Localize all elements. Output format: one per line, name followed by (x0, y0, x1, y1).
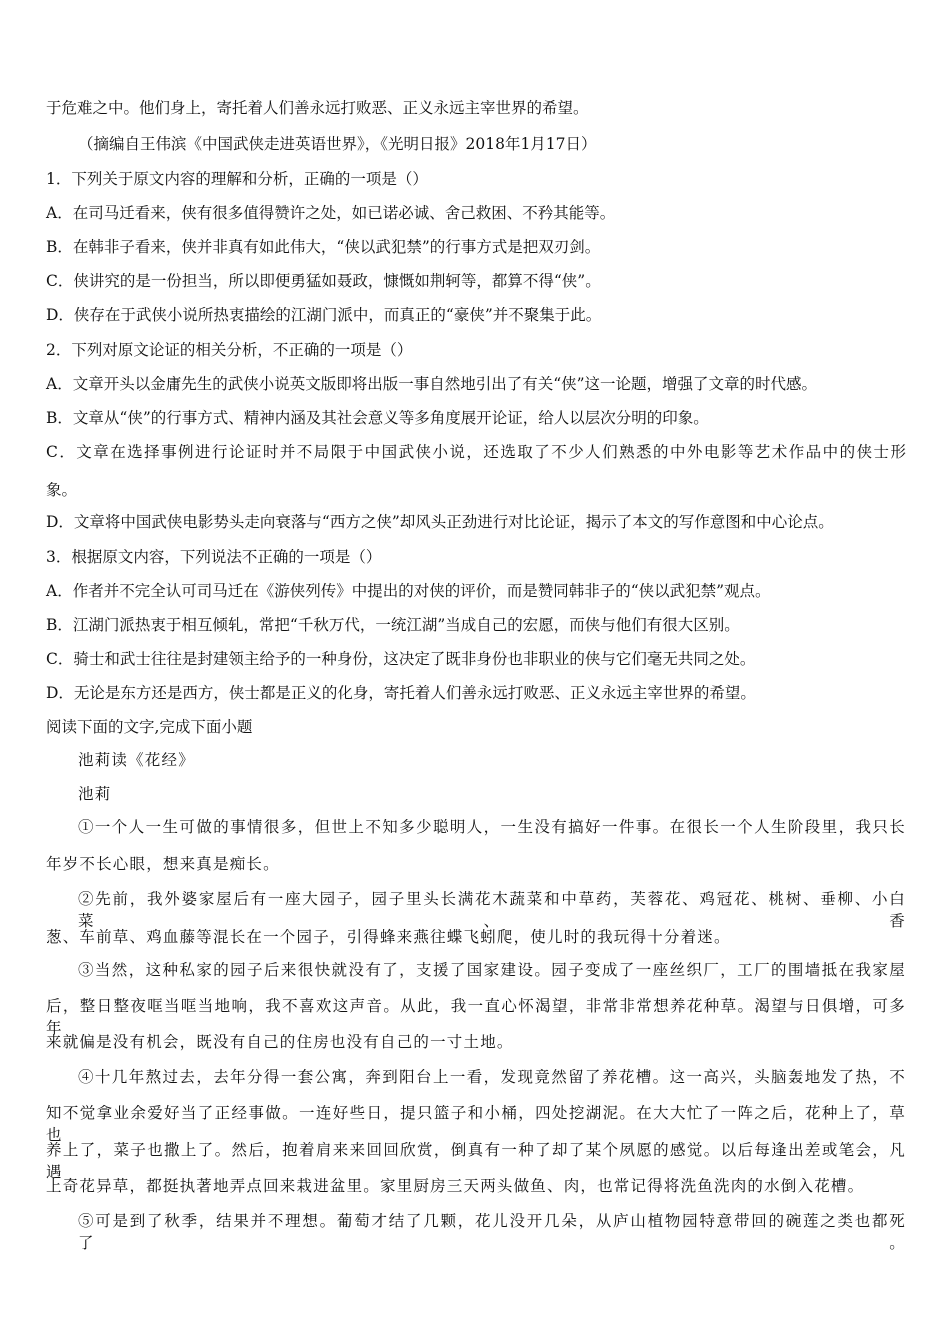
paragraph-line: 来就偏是没有机会，既没有自己的住房也没有自己的一寸土地。 (46, 1033, 514, 1051)
q1-option-c: C．侠讲究的是一份担当，所以即便勇猛如聂政，慷慨如荆轲等，都算不得“侠”。 (46, 272, 601, 290)
q1-option-b: B．在韩非子看来，侠并非真有如此伟大，“侠以武犯禁”的行事方式是把双刃剑。 (46, 238, 601, 256)
paragraph-line: 上奇花异草，都挺执著地弄点回来栽进盆里。家里厨房三天两头做鱼、肉，也常记得将洗鱼洗肉的水倒入花槽。 (46, 1177, 865, 1195)
paragraph-line: ②先前，我外婆家屋后有一座大园子，园子里头长满花木蔬菜和中草药，芙蓉花、鸡冠花、桃树、垂柳、小白菜、香 (78, 890, 906, 930)
source-citation: （摘编自王伟滨《中国武侠走进英语世界》，《光明日报》2018年1月17日） (78, 135, 597, 153)
q2-option-c: C．文章在选择事例进行论证时并不局限于中国武侠小说，还选取了不少人们熟悉的中外电影等艺术作品中的侠士形 (46, 443, 906, 461)
paragraph-line: ①一个人一生可做的事情很多，但世上不知多少聪明人，一生没有搞好一件事。在很长一个人生阶段里，我只长 (78, 818, 906, 836)
paragraph-line: ⑤可是到了秋季，结果并不理想。葡萄才结了几颗，花儿没开几朵，从庐山植物园特意带回的碗莲之类也都死了。 (78, 1212, 906, 1252)
q2-option-b: B．文章从“侠”的行事方式、精神内涵及其社会意义等多角度展开论证，给人以层次分明的印象。 (46, 409, 709, 427)
q1-option-d: D．侠存在于武侠小说所热衷描绘的江湖门派中，而真正的“豪侠”并不聚集于此。 (46, 306, 602, 324)
paragraph-line: 葱、车前草、鸡血藤等混长在一个园子，引得蜂来燕往蝶飞蚓爬，使儿时的我玩得十分着迷。 (46, 928, 731, 946)
q3-option-d: D．无论是东方还是西方，侠士都是正义的化身，寄托着人们善永远打败恶、正义永远主宰世界的希望。 (46, 684, 756, 702)
q3-option-c: C．骑士和武士往往是封建领主给予的一种身份，这决定了既非身份也非职业的侠与它们毫无共同之处。 (46, 650, 756, 668)
q2-option-d: D．文章将中国武侠电影势头走向衰落与“西方之侠”却风头正劲进行对比论证，揭示了本文的写作意图和中心论点。 (46, 513, 834, 531)
article-author: 池莉 (78, 785, 112, 803)
q1-option-a: A．在司马迁看来，侠有很多值得赞许之处，如已诺必诚、舍己救困、不矜其能等。 (46, 204, 616, 222)
q2-option-a: A．文章开头以金庸先生的武侠小说英文版即将出版一事自然地引出了有关“侠”这一论题，增强了文章的时代感。 (46, 375, 818, 393)
article-title: 池莉读《花经》 (78, 751, 195, 769)
question-3-stem: 3．根据原文内容，下列说法不正确的一项是（） (46, 548, 382, 566)
q3-option-a: A．作者并不完全认可司马迁在《游侠列传》中提出的对侠的评价，而是赞同韩非子的“侠以武犯禁”观点。 (46, 582, 771, 600)
paragraph-line: 年岁不长心眼，想来真是痴长。 (46, 855, 280, 873)
question-2-stem: 2．下列对原文论证的相关分析，不正确的一项是（） (46, 341, 413, 359)
question-1-stem: 1．下列关于原文内容的理解和分析，正确的一项是（） (46, 170, 428, 188)
paragraph-line: ④十几年熬过去，去年分得一套公寓，奔到阳台上一看，发现竟然留了养花槽。这一高兴，头脑轰地发了热，不 (78, 1068, 906, 1086)
q3-option-b: B．江湖门派热衷于相互倾轧，常把“千秋万代，一统江湖”当成自己的宏愿，而侠与他们有很大区别。 (46, 616, 740, 634)
paragraph-line: ③当然，这种私家的园子后来很快就没有了，支援了国家建设。园子变成了一座丝织厂，工厂的围墙抵在我家屋 (78, 961, 906, 979)
passage-tail: 于危难之中。他们身上，寄托着人们善永远打败恶、正义永远主宰世界的希望。 (46, 99, 589, 117)
paragraph-line: 后，整日整夜哐当哐当地响，我不喜欢这声音。从此，我一直心怀渴望，非常非常想养花种草。渴望与日俱增，可多年 (46, 997, 906, 1037)
paragraph-line: 知不觉拿业余爱好当了正经事做。一连好些日，提只篮子和小桶，四处挖湖泥。在大大忙了一阵之后，花种上了，草也 (46, 1104, 906, 1144)
paragraph-line: 养上了，菜子也撒上了。然后，抱着肩来来回回欣赏，倒真有一种了却了某个夙愿的感觉。以后每逢出差或笔会，凡遇 (46, 1141, 906, 1181)
reading-instruction: 阅读下面的文字,完成下面小题 (46, 718, 253, 736)
q2-option-c-cont: 象。 (46, 481, 78, 499)
